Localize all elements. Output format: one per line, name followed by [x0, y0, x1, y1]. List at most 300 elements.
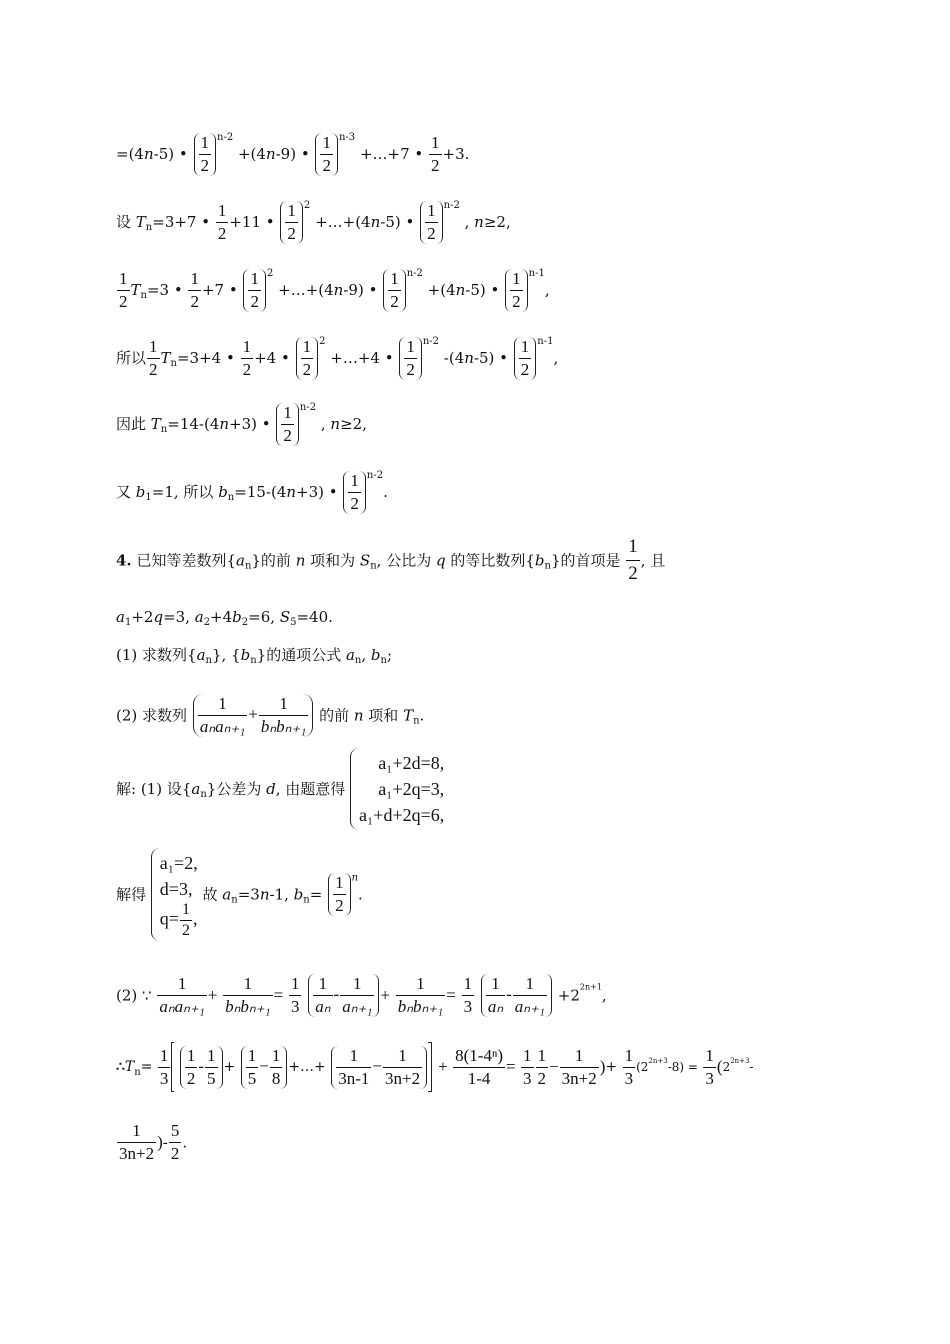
fraction-fifth: [246, 1047, 259, 1088]
var-a: a: [116, 608, 125, 626]
exponent: 2: [303, 200, 311, 211]
denominator: 3n+2: [119, 1144, 155, 1163]
var-a: a: [194, 608, 204, 626]
text: , 由题意得: [275, 780, 346, 798]
var-q: q: [153, 608, 164, 626]
numerator: 1: [248, 270, 261, 291]
numerator: 1: [623, 1047, 636, 1068]
text: .: [419, 706, 425, 725]
denominator: 2: [250, 291, 259, 311]
text: ≥2,: [483, 213, 511, 231]
denominator: aₙ₊₁: [514, 997, 545, 1016]
numerator: 5: [169, 1122, 182, 1143]
proof-line-5: [116, 398, 367, 446]
var-a: a: [222, 885, 232, 904]
denominator: 8: [271, 1068, 281, 1088]
fraction-1-over-bnbn1: [396, 975, 445, 1016]
numerator: 1: [205, 1047, 218, 1068]
fraction-third: [623, 1047, 636, 1088]
subscript: n: [140, 290, 147, 301]
subscript: n: [145, 222, 153, 233]
fraction-half: [188, 270, 201, 311]
var-d: d: [266, 780, 276, 798]
text: +(4: [237, 145, 266, 163]
subscript: n: [160, 424, 168, 435]
denominator: 3n+2: [385, 1068, 421, 1088]
bracket-right: [428, 1042, 432, 1092]
paren-half: [243, 269, 266, 312]
subscript: n: [250, 655, 257, 666]
paren-half: [399, 337, 422, 380]
text: +…+7 •: [359, 145, 429, 163]
equation-row: a₁+d+2q=6,: [359, 805, 445, 825]
denominator: 5: [207, 1068, 216, 1088]
numerator: 1: [388, 270, 401, 291]
text: (1) 求数列{: [116, 646, 197, 664]
text: -5) •: [473, 349, 513, 367]
question-number: 4.: [116, 551, 132, 570]
var-n: n: [370, 213, 381, 231]
text: .: [182, 1133, 188, 1152]
denominator: 2: [350, 493, 359, 513]
text: 解得: [116, 885, 147, 904]
fraction-half: [241, 338, 254, 379]
text: 又: [116, 483, 136, 501]
var-b: b: [232, 608, 242, 626]
plus: +: [248, 704, 258, 724]
fraction-eighth: [270, 1047, 283, 1088]
minus: -: [333, 984, 340, 1004]
text: +: [223, 1059, 236, 1075]
denominator: 2: [322, 155, 331, 175]
fraction-1-over-an: [313, 975, 332, 1016]
subscript: n: [231, 894, 238, 906]
denominator: 2: [217, 223, 227, 243]
equation-row: a₁=2,: [159, 853, 198, 873]
text: +11 •: [229, 213, 280, 231]
text: -8) =: [667, 1060, 698, 1074]
text: 设: [116, 213, 136, 231]
subscript: n: [134, 1067, 141, 1078]
text: 因此: [116, 415, 151, 433]
text: }的前: [251, 551, 296, 570]
minus: -: [198, 1056, 205, 1075]
numerator: 1: [425, 202, 438, 223]
text: =14-(4: [167, 415, 220, 433]
denominator: 3: [705, 1068, 714, 1088]
denominator: aₙ: [315, 997, 331, 1016]
denominator: 2: [390, 291, 399, 311]
exponent: 2n+1: [579, 982, 602, 992]
paren-term: [331, 1046, 427, 1089]
exponent: n-1: [528, 268, 545, 279]
fraction-half: [519, 338, 532, 379]
denominator: 2: [431, 155, 440, 175]
text: ,: [544, 281, 550, 299]
exponent: 2n+3: [730, 1057, 750, 1065]
numerator: 1: [147, 338, 160, 359]
exponent: n-2: [366, 470, 384, 481]
text: ∴: [116, 1059, 125, 1075]
denominator: bₙbₙ₊₁: [397, 997, 444, 1016]
paren-open: (: [716, 1057, 723, 1076]
denominator: aₙ₊₁: [342, 997, 373, 1016]
subscript: n: [200, 789, 207, 800]
numerator: 1: [198, 695, 247, 716]
numerator: 1: [313, 975, 332, 996]
subscript: n: [380, 655, 387, 666]
solution-2-line-3: [116, 1122, 187, 1163]
fraction-third: [158, 1047, 171, 1088]
numerator: 1: [259, 695, 308, 716]
fraction-half: [281, 404, 294, 445]
fraction-1-over-3n+2: [560, 1047, 599, 1088]
denominator: aₙ: [487, 997, 504, 1016]
subscript: n: [303, 894, 310, 906]
minus: −: [549, 1057, 559, 1076]
paren-half: [383, 269, 406, 312]
numerator: 1: [157, 975, 206, 996]
var-S: S: [359, 551, 371, 570]
text: 的前: [319, 706, 354, 725]
fraction-half: [301, 338, 314, 379]
denominator: 2: [287, 223, 296, 243]
var-b: b: [293, 885, 304, 904]
denominator: 2: [628, 563, 638, 584]
text: +4: [210, 608, 233, 626]
var-T: T: [403, 706, 414, 725]
numerator: 1: [158, 1047, 171, 1068]
var-q: q: [435, 551, 446, 570]
numerator: 1: [333, 874, 346, 895]
denominator: aₙaₙ₊₁: [199, 717, 246, 736]
exponent: n: [351, 872, 359, 884]
paren-half: [328, 873, 351, 916]
numerator: 1: [185, 1047, 198, 1068]
text: +…+4 •: [330, 349, 399, 367]
paren-half: [194, 133, 217, 176]
text: +(4: [427, 281, 456, 299]
text: =: [140, 1059, 153, 1075]
numerator: 1: [117, 270, 130, 291]
var-n: n: [265, 145, 276, 163]
text: (2) 求数列: [116, 706, 188, 725]
numerator: 1: [348, 472, 361, 493]
equation-system: [151, 848, 198, 941]
var-a: a: [191, 780, 201, 798]
fraction-half: [626, 536, 640, 585]
exponent: n-2: [443, 200, 460, 211]
text: 故: [202, 885, 223, 904]
paren-half: [420, 201, 443, 244]
var-n: n: [464, 349, 474, 367]
minus: −: [372, 1056, 382, 1075]
paren-close: ): [599, 1057, 606, 1076]
fraction-half: [429, 134, 442, 175]
text: -1,: [269, 885, 294, 904]
equation-row: d=3,: [159, 879, 193, 899]
fraction-half: [348, 472, 361, 513]
var-b: b: [135, 483, 146, 501]
part-1-question: [116, 644, 392, 671]
denominator: 2: [200, 155, 209, 175]
denominator: 3n-1: [338, 1068, 370, 1088]
proof-line-3: [116, 264, 550, 312]
text: =3 •: [146, 281, 188, 299]
text: +…+(4: [278, 281, 334, 299]
denominator: 2: [427, 223, 436, 243]
numerator: 1: [285, 202, 298, 223]
var-b: b: [240, 646, 251, 664]
subscript: 1: [124, 617, 132, 628]
text: ,: [601, 986, 607, 1005]
numerator: 1: [429, 134, 442, 155]
text: +3) •: [229, 415, 276, 433]
text: }的首项是: [550, 551, 621, 570]
equation-system: [350, 748, 444, 830]
text: +3) •: [296, 483, 343, 501]
subscript: n: [227, 492, 235, 503]
text: =(4: [116, 145, 144, 163]
minus: -: [506, 984, 512, 1004]
exponent: n-2: [406, 268, 423, 279]
text: ,: [361, 646, 371, 664]
text: =3: [237, 885, 260, 904]
fraction-half: [147, 338, 160, 379]
denominator: 2: [170, 1144, 180, 1163]
solution-2-line-1: [116, 974, 607, 1017]
var-T: T: [124, 1059, 135, 1075]
text: ,: [320, 415, 331, 433]
text: +4 •: [254, 349, 295, 367]
fraction-half: [180, 902, 192, 939]
var-b: b: [218, 483, 228, 501]
numerator: 1: [289, 975, 302, 996]
fraction-half: [285, 202, 298, 243]
subscript: n: [544, 560, 551, 572]
fraction-third: [289, 975, 302, 1016]
paren-term: [241, 1046, 288, 1089]
question-4-line-1: [116, 536, 665, 585]
numerator: 1: [241, 338, 254, 359]
text: -: [162, 1133, 168, 1152]
text: }, {: [211, 646, 241, 664]
text: -5) •: [465, 281, 505, 299]
fraction-1-over-3n-1: [336, 1047, 371, 1088]
numerator: 1: [117, 1122, 156, 1143]
text: 项和为: [305, 551, 360, 570]
var-n: n: [219, 415, 230, 433]
numerator: 1: [199, 134, 212, 155]
text: ≥2,: [340, 415, 367, 433]
var-n: n: [286, 483, 297, 501]
var-n: n: [474, 213, 484, 231]
text: +: [605, 1059, 618, 1075]
exponent: n-2: [299, 402, 317, 413]
fraction-1-over-anan1: [157, 975, 206, 1016]
minus: −: [259, 1056, 269, 1075]
fraction-1-over-bnbn1: [223, 975, 272, 1016]
text: 的等比数列{: [445, 551, 535, 570]
denominator: 2: [149, 359, 158, 379]
equation-row: a₁+2q=3,: [378, 779, 445, 799]
text: , 且: [640, 551, 666, 570]
var-a: a: [345, 646, 355, 664]
var-a: a: [235, 551, 245, 570]
proof-line-6: [116, 466, 388, 514]
var-n: n: [330, 415, 341, 433]
text: }的通项公式: [256, 646, 346, 664]
fraction-half: [404, 338, 417, 379]
equals: =: [273, 985, 284, 1005]
text: =6,: [248, 608, 280, 626]
exponent: 2: [266, 268, 274, 279]
fraction-half: [216, 202, 229, 243]
fraction-half: [425, 202, 438, 243]
equals: =: [446, 985, 456, 1005]
denominator: 2: [283, 425, 292, 445]
exponent: n-2: [217, 132, 234, 143]
text: =3+7 •: [152, 213, 215, 231]
numerator: 1: [246, 1047, 259, 1068]
subscript: 1: [145, 492, 152, 503]
text: 解: (1) 设{: [116, 780, 192, 798]
numerator: 1: [521, 1047, 534, 1068]
text: .: [383, 483, 388, 501]
brace-set: [193, 694, 313, 737]
fraction-1-over-3n+2: [117, 1122, 156, 1163]
text: =: [309, 885, 323, 904]
numerator: 1: [513, 975, 547, 996]
text: -: [749, 1060, 754, 1074]
fraction-third: [521, 1047, 534, 1088]
numerator: 1: [560, 1047, 599, 1068]
paren-close: ): [157, 1132, 163, 1152]
var-b: b: [534, 551, 545, 570]
denominator: 2: [406, 359, 415, 379]
numerator: 1: [320, 134, 333, 155]
subscript: n: [413, 715, 420, 727]
fraction-1-over-bnbn1: [259, 695, 308, 736]
text: 2: [722, 1060, 731, 1074]
numerator: 1: [223, 975, 272, 996]
denominator: 3: [159, 1068, 169, 1088]
numerator: 1: [404, 338, 417, 359]
numerator: 1: [486, 975, 505, 996]
fraction-half: [320, 134, 333, 175]
fraction-five-halves: [169, 1122, 182, 1163]
text: 项和: [363, 706, 404, 725]
text: -5) •: [153, 145, 193, 163]
denominator: 2: [520, 359, 530, 379]
text: +7 •: [201, 281, 243, 299]
subscript: n: [170, 358, 177, 369]
denominator: 3: [523, 1068, 532, 1088]
paren-half: [343, 471, 366, 514]
text: , 公比为: [376, 551, 436, 570]
text: -5) •: [380, 213, 420, 231]
fraction-half: [248, 270, 261, 311]
denominator: 2: [302, 359, 312, 379]
denominator: 2: [181, 922, 190, 939]
exponent: 2: [319, 336, 326, 347]
fraction-1-over-an1: [340, 975, 374, 1016]
subscript: 2: [241, 617, 249, 628]
exponent: n-2: [422, 336, 440, 347]
question-4-line-2: [116, 606, 333, 633]
paren-half: [315, 133, 338, 176]
plus: +: [380, 985, 390, 1005]
numerator: 1: [536, 1047, 549, 1068]
paren-half: [505, 269, 528, 312]
numerator: 1: [216, 202, 229, 223]
denominator: 3n+2: [561, 1068, 597, 1088]
var-n: n: [143, 145, 154, 163]
numerator: 1: [383, 1047, 422, 1068]
plus: +: [207, 985, 218, 1005]
text: ,: [192, 908, 198, 929]
part-2-question: [116, 694, 424, 737]
numerator: 1: [626, 536, 640, 561]
fraction-1-over-anan1: [198, 695, 247, 736]
fraction-third: [462, 975, 475, 1016]
fraction-1-over-3n+2: [383, 1047, 422, 1088]
fraction-half: [333, 874, 346, 915]
plus: +: [438, 1057, 448, 1076]
text: 所以: [116, 349, 147, 367]
text: -9) •: [275, 145, 315, 163]
numerator: 1: [703, 1047, 716, 1068]
text: 已知等差数列{: [131, 551, 236, 570]
fraction-1-over-an: [486, 975, 505, 1016]
exponent: 2n+3: [648, 1057, 668, 1065]
denominator: 2: [512, 291, 521, 311]
denominator: 2: [335, 896, 344, 915]
paren-term: [180, 1046, 223, 1089]
denominator: 2: [119, 291, 128, 311]
numerator: 8(1-4ⁿ): [453, 1047, 505, 1068]
exponent: n-3: [338, 132, 356, 143]
numerator: 1: [396, 975, 445, 996]
text: (2: [636, 1060, 649, 1074]
fraction-half: [199, 134, 212, 175]
text: +…+(4: [315, 213, 371, 231]
fraction-half: [510, 270, 523, 311]
exponent: n-1: [537, 336, 554, 347]
text: +2: [557, 986, 580, 1005]
denominator: bₙbₙ₊₁: [260, 717, 307, 736]
denominator: 2: [190, 291, 199, 311]
text: .: [358, 885, 363, 904]
text: ,: [464, 213, 475, 231]
subscript: n: [205, 655, 212, 666]
text: -(4: [443, 349, 465, 367]
fraction-half: [536, 1047, 549, 1088]
text: =3+4 •: [176, 349, 240, 367]
text: ;: [386, 646, 393, 664]
var-n: n: [353, 706, 364, 725]
denominator: 2: [186, 1068, 196, 1088]
paren-half: [514, 337, 537, 380]
fraction-fifth: [205, 1047, 218, 1088]
numerator: 1: [340, 975, 374, 996]
fraction-1-over-an1: [513, 975, 547, 1016]
text: =1, 所以: [151, 483, 219, 501]
denominator: 2: [537, 1068, 547, 1088]
var-T: T: [130, 281, 141, 299]
text: }公差为: [206, 780, 267, 798]
denominator: bₙbₙ₊₁: [225, 997, 271, 1016]
